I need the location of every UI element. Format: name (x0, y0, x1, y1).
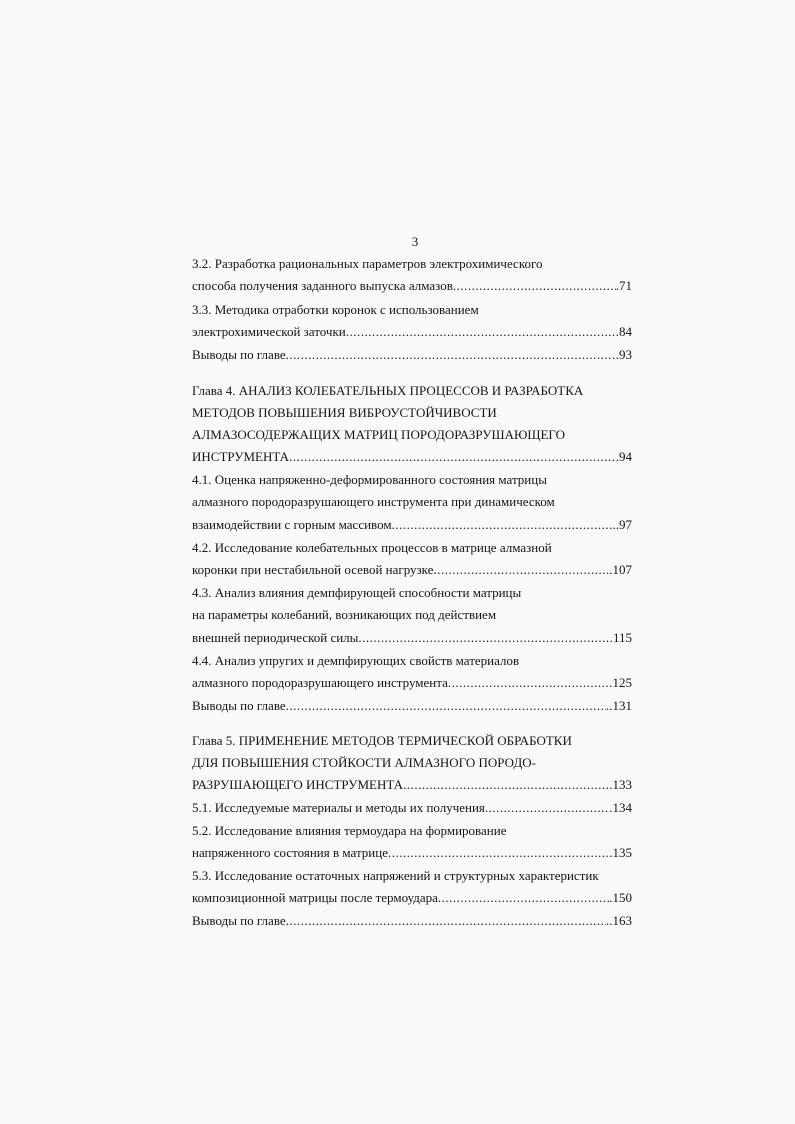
toc-page-number: .71 (615, 278, 632, 293)
dot-leader (286, 912, 606, 930)
toc-line (192, 652, 632, 670)
toc-text: напряженного состояния в матрице (192, 845, 388, 860)
toc-text: на параметры колебаний, возникающих под действием (192, 607, 497, 622)
toc-entry (192, 629, 632, 647)
toc-chapter-title (192, 382, 632, 400)
toc-text: электрохимической заточки (192, 324, 346, 339)
toc-page-number: .107 (609, 562, 632, 577)
toc-page-number: ..131 (606, 698, 632, 713)
toc-entry (192, 323, 632, 341)
toc-text: АЛМАЗОСОДЕРЖАЩИХ МАТРИЦ ПОРОДОРАЗРУШАЮЩЕГО (192, 427, 565, 442)
toc-text: 3.2. Разработка рациональных параметров электрохимического (192, 256, 543, 271)
toc-chapter-title (192, 404, 632, 422)
dot-leader (433, 561, 609, 579)
dot-leader (286, 697, 606, 715)
toc-entry (192, 697, 632, 715)
toc-text: 4.2. Исследование колебательных процессов в матрице алмазной (192, 540, 552, 555)
toc-text: коронки при нестабильной осевой нагрузке (192, 562, 434, 577)
toc-text: Глава 4. АНАЛИЗ КОЛЕБАТЕЛЬНЫХ ПРОЦЕССОВ И РАЗРАБОТКА (192, 383, 584, 398)
dot-leader (485, 799, 609, 817)
toc-text: ИНСТРУМЕНТА (192, 449, 290, 464)
toc-chapter-title (192, 754, 632, 772)
dot-leader (289, 448, 616, 466)
toc-page-number: 135 (612, 845, 632, 860)
toc-entry (192, 889, 632, 907)
dot-leader (358, 629, 613, 647)
toc-entry (192, 516, 632, 534)
toc-line (192, 493, 632, 511)
toc-line (192, 584, 632, 602)
dot-leader (286, 346, 619, 364)
toc-page-number: .84 (615, 324, 632, 339)
toc-page-number: 125 (612, 675, 632, 690)
toc-page-number: ..163 (606, 913, 632, 928)
toc-entry (192, 912, 632, 930)
toc-entry (192, 776, 632, 794)
toc-text: Выводы по главе (192, 913, 286, 928)
toc-text: 4.1. Оценка напряженно-деформированного состояния матрицы (192, 472, 547, 487)
dot-leader (448, 674, 613, 692)
dot-leader (388, 844, 613, 862)
toc-text: ДЛЯ ПОВЫШЕНИЯ СТОЙКОСТИ АЛМАЗНОГО ПОРОДО- (192, 755, 536, 770)
toc-line (192, 867, 632, 885)
toc-entry (192, 448, 632, 466)
toc-entry (192, 561, 632, 579)
toc-line (192, 606, 632, 624)
toc-page-number: 133 (612, 777, 632, 792)
toc-text: способа получения заданного выпуска алмазов (192, 278, 453, 293)
toc-page-number: .134 (609, 800, 632, 815)
toc-text: 4.3. Анализ влияния демпфирующей способности матрицы (192, 585, 522, 600)
dot-leader (392, 516, 613, 534)
dot-leader (346, 323, 616, 341)
toc-page-number: .94 (615, 449, 632, 464)
toc-text: 5.3. Исследование остаточных напряжений и структурных характеристик (192, 868, 599, 883)
toc-text: внешней периодической силы (192, 630, 359, 645)
dot-leader (438, 889, 609, 907)
toc-chapter-title (192, 732, 632, 750)
toc-line (192, 822, 632, 840)
dot-leader (403, 776, 612, 794)
toc-text: 5.2. Исследование влияния термоудара на формирование (192, 823, 507, 838)
toc-text: композиционной матрицы после термоудара (192, 890, 438, 905)
page-number: 3 (411, 234, 419, 249)
toc-line (192, 471, 632, 489)
toc-text: МЕТОДОВ ПОВЫШЕНИЯ ВИБРОУСТОЙЧИВОСТИ (192, 405, 497, 420)
toc-text: Выводы по главе (192, 698, 286, 713)
toc-entry (192, 799, 632, 817)
toc-line (192, 255, 632, 273)
toc-text: 5.1. Исследуемые материалы и методы их получения (192, 800, 485, 815)
dot-leader (453, 277, 616, 295)
toc-line (192, 301, 632, 319)
toc-page-number: 115 (612, 630, 632, 645)
toc-text: Глава 5. ПРИМЕНЕНИЕ МЕТОДОВ ТЕРМИЧЕСКОЙ ОБРАБОТКИ (192, 733, 572, 748)
toc-page-number: .150 (609, 890, 632, 905)
toc-entry (192, 844, 632, 862)
toc-entry (192, 674, 632, 692)
toc-line (192, 539, 632, 557)
toc-text: алмазного породоразрушающего инструмента (192, 675, 448, 690)
toc-text: РАЗРУШАЮЩЕГО ИНСТРУМЕНТА (192, 777, 404, 792)
toc-text: Выводы по главе (192, 347, 286, 362)
toc-chapter-title (192, 426, 632, 444)
toc-text: алмазного породоразрушающего инструмента при динамическом (192, 494, 555, 509)
toc-text: взаимодействии с горным массивом (192, 517, 392, 532)
toc-page-number: ..97 (612, 517, 632, 532)
toc-page-number: 93 (619, 347, 632, 362)
toc-entry (192, 346, 632, 364)
toc-text: 4.4. Анализ упругих и демпфирующих свойств материалов (192, 653, 520, 668)
toc-entry (192, 277, 632, 295)
toc-text: 3.3. Методика отработки коронок с использованием (192, 302, 479, 317)
